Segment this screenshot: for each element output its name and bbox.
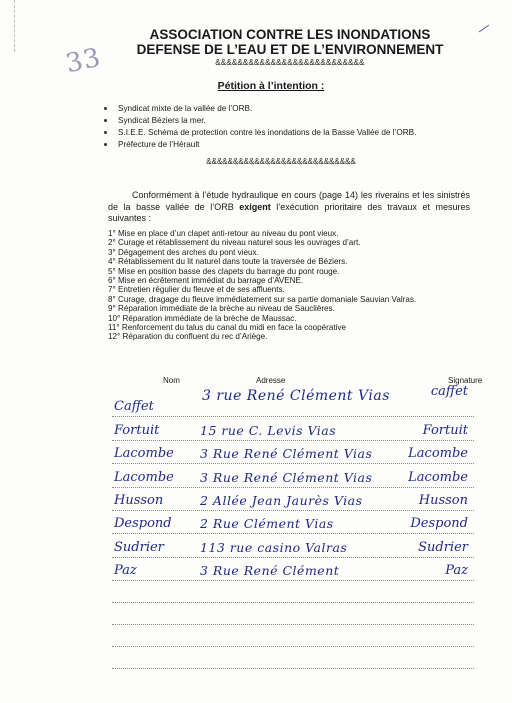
- document-header: [120, 27, 460, 69]
- signer-name: Sudrier: [114, 539, 164, 555]
- signature-row[interactable]: [112, 464, 474, 487]
- measure-item: 10° Réparation immédiate de la brèche de Maussac.: [108, 313, 297, 323]
- recipients-list: [104, 103, 416, 151]
- intro-emphasis: exigent: [239, 201, 271, 212]
- measure-item: 5° Mise en position basse des clapets du barrage du pont rouge.: [108, 266, 340, 276]
- handwritten-number: 33: [63, 42, 104, 80]
- recipient-item: Syndicat mixte de la vallée de l’ORB.: [104, 103, 416, 115]
- signature-row[interactable]: [112, 488, 474, 511]
- measures-list: [108, 229, 416, 342]
- signer-address: 3 rue René Clément Vias: [202, 388, 390, 404]
- signer-name: Fortuit: [114, 422, 160, 438]
- recipient-item: Préfecture de l’Hérault: [104, 139, 416, 151]
- signer-name: Despond: [114, 516, 172, 532]
- signer-signature: Sudrier: [418, 539, 468, 555]
- measure-item: 9° Réparation immédiate de la brèche au niveau de Sauclières.: [108, 304, 335, 314]
- signer-address: 15 rue C. Levis Vias: [200, 422, 337, 438]
- measure-item: 2° Curage et rétablissement du niveau naturel sous les ouvrages d’art.: [108, 238, 361, 248]
- signature-row[interactable]: [112, 511, 474, 534]
- page-edge-mark: [14, 0, 16, 52]
- signer-name: Lacombe: [114, 446, 174, 462]
- intro-text-end: l’exécution prioritaire des travaux et mesures suivantes :: [108, 201, 470, 223]
- signer-signature: Lacombe: [408, 469, 468, 485]
- signature-table: [112, 384, 474, 669]
- signature-row[interactable]: [112, 417, 474, 440]
- empty-signature-line[interactable]: [112, 625, 474, 647]
- signature-row[interactable]: [112, 384, 474, 417]
- column-header-signature: Signature: [448, 376, 483, 385]
- signer-name: Lacombe: [114, 469, 174, 485]
- signature-row[interactable]: [112, 534, 474, 557]
- signer-signature: caffet: [430, 384, 468, 399]
- signature-row[interactable]: [112, 441, 474, 464]
- column-header-address: Adresse: [256, 376, 286, 385]
- association-title-line1: ASSOCIATION CONTRE LES INONDATIONS: [149, 27, 431, 42]
- measure-item: 3° Dégagement des arches du pont vieux.: [108, 247, 259, 257]
- signer-address: 2 Allée Jean Jaurès Vias: [200, 492, 363, 508]
- measure-item: 1° Mise en place d’un clapet anti-retour au niveau du pont vieux.: [108, 229, 339, 238]
- signer-name: Caffet: [114, 399, 154, 415]
- signer-signature: Despond: [410, 516, 468, 532]
- recipient-item: S.I.E.E. Schéma de protection contre les inondations de la Basse Vallée de l’ORB.: [104, 127, 416, 139]
- section-separator: &&&&&&&&&&&&&&&&&&&&&&&&&&&&: [206, 157, 356, 166]
- empty-signature-line[interactable]: [112, 581, 474, 603]
- signer-address: 3 Rue René Clément Vias: [200, 469, 373, 485]
- signer-address: 113 rue casino Valras: [200, 539, 348, 555]
- measure-item: 7° Entretien régulier du fleuve et de ses affluents.: [108, 285, 285, 295]
- signer-signature: Fortuit: [422, 422, 468, 438]
- signer-signature: Husson: [418, 492, 468, 508]
- header-separator: &&&&&&&&&&&&&&&&&&&&&&&&&&&: [215, 58, 365, 67]
- signer-address: 3 Rue René Clément Vias: [200, 446, 373, 462]
- signer-address: 3 Rue René Clément: [200, 563, 340, 579]
- signature-row[interactable]: [112, 558, 474, 581]
- measure-item: 8° Curage, dragage du fleuve immédiatement sur sa partie domaniale Sauvian Valras.: [108, 294, 417, 304]
- empty-signature-line[interactable]: [112, 603, 474, 625]
- measure-item: 11° Renforcement du talus du canal du midi en face la coopérative: [108, 323, 346, 333]
- signer-address: 2 Rue Clément Vias: [200, 516, 334, 532]
- empty-signature-line[interactable]: [112, 647, 474, 669]
- measure-item: 6° Mise en écrêtement immédiat du barrage d’AVENE.: [108, 276, 304, 286]
- association-title-line2: DEFENSE DE L’EAU ET DE L’ENVIRONNEMENT: [136, 42, 444, 57]
- signer-name: Paz: [114, 563, 137, 579]
- signer-signature: Paz: [445, 563, 468, 579]
- petition-title: Pétition à l’intention :: [217, 80, 325, 92]
- recipient-item: Syndicat Béziers la mer.: [104, 115, 416, 127]
- intro-text-start: Conformément à l’étude hydraulique en cours (page 14) les riverains et les sinistrés de la basse vallée de l’ORB: [108, 190, 470, 212]
- intro-paragraph: [108, 190, 470, 225]
- measure-item: 4° Rétablissement du lit naturel dans toute la traversée de Béziers.: [108, 257, 348, 267]
- signer-signature: Lacombe: [408, 446, 468, 462]
- column-header-name: Nom: [163, 376, 180, 385]
- pen-mark: [479, 25, 489, 33]
- measure-item: 12° Réparation du confluent du rec d’Ariège.: [108, 332, 268, 342]
- signer-name: Husson: [114, 492, 164, 508]
